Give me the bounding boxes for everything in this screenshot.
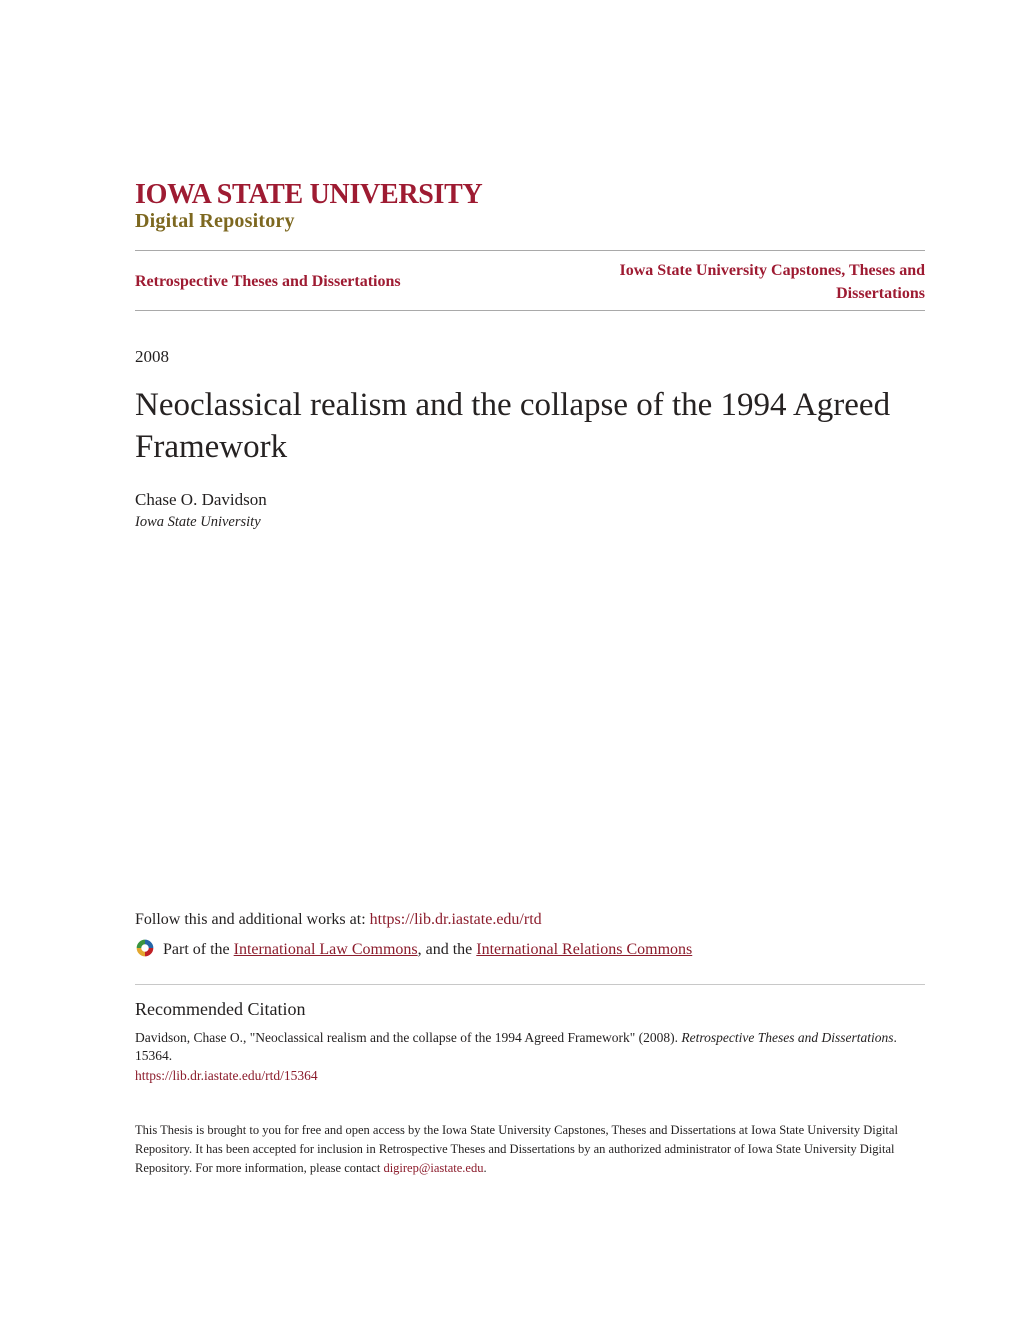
citation-part1: Davidson, Chase O., "Neoclassical realism and the collapse of the 1994 Agreed Framework" (2008). bbox=[135, 1030, 682, 1045]
partof-prefix: Part of the bbox=[163, 941, 234, 958]
commons-link-international-law[interactable]: International Law Commons bbox=[233, 941, 418, 958]
footer-text: This Thesis is brought to you for free and open access by the Iowa State University Capstones, Theses and Dissertations at Iowa State University Digital Repository. It has been accepted for inclusion in Retrospective Theses and Dissertations by an authorized administrator of Iowa State University Digital Repository. For more information, please contact bbox=[135, 1123, 898, 1175]
header-divider-bottom bbox=[135, 310, 925, 311]
follow-section bbox=[135, 911, 925, 959]
recommended-citation-section bbox=[135, 999, 925, 1085]
author-name: Chase O. Davidson bbox=[135, 490, 267, 509]
commons-link-international-relations[interactable]: International Relations Commons bbox=[476, 941, 693, 958]
thesis-title: Neoclassical realism and the collapse of the 1994 Agreed Framework bbox=[135, 387, 891, 465]
series-left-link[interactable]: Retrospective Theses and Dissertations bbox=[135, 273, 401, 290]
series-right-link[interactable]: Iowa State University Capstones, Theses and Dissertations bbox=[619, 261, 925, 302]
digital-commons-icon bbox=[135, 938, 155, 958]
access-statement bbox=[135, 1121, 923, 1178]
contact-email-link[interactable]: digirep@iastate.edu bbox=[383, 1161, 484, 1175]
citation-heading: Recommended Citation bbox=[135, 999, 306, 1019]
citation-divider bbox=[135, 984, 925, 985]
part-of-line bbox=[135, 938, 925, 959]
citation-url-link[interactable]: https://lib.dr.iastate.edu/rtd/15364 bbox=[135, 1067, 318, 1083]
author-affiliation: Iowa State University bbox=[135, 514, 261, 530]
follow-url-link[interactable]: https://lib.dr.iastate.edu/rtd bbox=[369, 911, 542, 928]
citation-text bbox=[135, 1029, 925, 1065]
header-divider-top bbox=[135, 250, 925, 251]
follow-prefix: Follow this and additional works at: bbox=[135, 911, 370, 928]
publication-year: 2008 bbox=[135, 347, 169, 366]
partof-connector: , and the bbox=[417, 941, 477, 958]
citation-part2: . 15364. bbox=[135, 1030, 897, 1063]
isu-logo-wordmark: IOWA STATE UNIVERSITY bbox=[135, 179, 483, 210]
isu-logo-subtitle: Digital Repository bbox=[135, 210, 295, 232]
series-row bbox=[135, 256, 925, 308]
follow-line bbox=[135, 911, 925, 929]
access-statement-text bbox=[135, 1121, 923, 1178]
footer-period: . bbox=[483, 1161, 487, 1175]
citation-series-italic: Retrospective Theses and Dissertations bbox=[681, 1030, 894, 1045]
